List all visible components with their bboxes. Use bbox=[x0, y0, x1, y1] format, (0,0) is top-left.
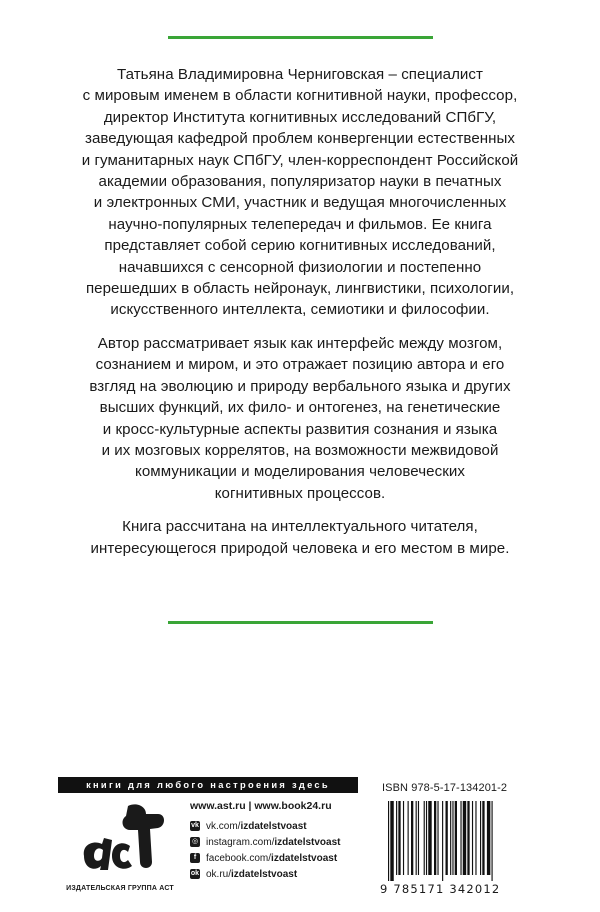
text-line: интересующегося природой человека и его местом в мире. bbox=[90, 539, 510, 557]
vk-icon: vk bbox=[191, 822, 199, 829]
text-line: академии образования, популяризатор науки в печатных bbox=[98, 173, 502, 191]
barcode-bar bbox=[424, 801, 425, 875]
text-line: взгляд на эволюцию и природу вербального языка и других bbox=[89, 377, 511, 395]
barcode-bar bbox=[428, 801, 431, 875]
text-line: и гуманитарных наук СПбГУ, член-корреспондент Российской bbox=[81, 151, 519, 169]
barcode-bar bbox=[460, 801, 461, 875]
social-prefix: instagram.com/ bbox=[206, 836, 275, 848]
text-line: коммуникации и моделирования человеческих bbox=[135, 463, 465, 481]
barcode-icon bbox=[380, 801, 530, 881]
social-handle: izdatelstvoast bbox=[271, 852, 338, 864]
social-handle: izdatelstvoast bbox=[231, 868, 298, 880]
text-line: искусственного интеллекта, семиотики и философии. bbox=[110, 301, 490, 319]
text-line: научно-популярных телепередач и фильмов. Ее книга bbox=[108, 215, 492, 233]
barcode-bar bbox=[434, 801, 436, 875]
barcode-bar bbox=[482, 801, 484, 875]
social-link-facebook[interactable] bbox=[190, 851, 380, 865]
barcode-bar bbox=[475, 801, 476, 875]
paragraph-book-description bbox=[52, 333, 548, 504]
top-divider bbox=[168, 36, 433, 39]
social-handle: izdatelstvoast bbox=[274, 836, 341, 848]
bottom-divider bbox=[168, 621, 433, 624]
barcode-bar bbox=[492, 801, 493, 881]
barcode-bar bbox=[411, 801, 413, 875]
social-prefix: ok.ru/ bbox=[206, 868, 232, 880]
barcode bbox=[380, 801, 530, 896]
barcode-bar bbox=[403, 801, 404, 875]
ast-logo-icon bbox=[60, 800, 180, 884]
barcode-bar bbox=[480, 801, 481, 875]
paragraph-audience bbox=[52, 516, 548, 559]
barcode-bar bbox=[463, 801, 466, 875]
barcode-bar bbox=[467, 801, 469, 875]
isbn: ISBN 978-5-17-134201-2 bbox=[382, 782, 508, 794]
barcode-bar bbox=[408, 801, 409, 875]
barcode-bar bbox=[452, 801, 453, 875]
annotation-text bbox=[52, 64, 548, 571]
social-prefix: vk.com/ bbox=[206, 820, 241, 832]
barcode-bar bbox=[455, 801, 457, 875]
barcode-bar bbox=[487, 801, 490, 875]
barcode-bar bbox=[390, 801, 393, 881]
odnoklassniki-icon: ok bbox=[190, 870, 200, 877]
barcode-bar bbox=[396, 801, 397, 875]
barcode-bar bbox=[426, 801, 427, 875]
slogan-banner: книги для любого настроения здесь bbox=[58, 777, 358, 793]
barcode-bar bbox=[450, 801, 451, 875]
instagram-icon: ◎ bbox=[191, 838, 199, 845]
social-link-instagram[interactable] bbox=[190, 835, 380, 849]
text-line: Автор рассматривает язык как интерфейс между мозгом, bbox=[97, 334, 503, 352]
barcode-digits: 9 785171 342012 bbox=[380, 882, 501, 896]
barcode-bar bbox=[418, 801, 419, 875]
social-prefix: facebook.com/ bbox=[206, 852, 272, 864]
text-line: и кросс-культурные аспекты развития сознания и языка bbox=[102, 420, 498, 438]
barcode-bar bbox=[388, 801, 389, 881]
social-link-odnoklassniki[interactable] bbox=[190, 867, 380, 881]
text-line: сознанием и миром, и это отражает позицию автора и его bbox=[95, 356, 505, 374]
text-line: заведующая кафедрой проблем конвергенции естественных bbox=[84, 130, 516, 148]
website-links[interactable]: www.ast.ru | www.book24.ru bbox=[190, 800, 332, 812]
text-line: представляет собой серию когнитивных исследований, bbox=[104, 237, 496, 255]
text-line: начавшихся с сенсорной физиологии и постепенно bbox=[118, 258, 482, 276]
text-line: Татьяна Владимировна Черниговская – специалист bbox=[117, 66, 483, 83]
text-line: когнитивных процессов. bbox=[214, 484, 386, 502]
text-line: директор Института когнитивных исследований СПбГУ, bbox=[103, 108, 497, 126]
text-line: Книга рассчитана на интеллектуального читателя, bbox=[122, 518, 478, 536]
barcode-bar bbox=[472, 801, 473, 875]
text-line: высших функций, их фило- и онтогенез, на генетические bbox=[99, 399, 501, 417]
publisher-logo bbox=[60, 800, 180, 900]
barcode-bar bbox=[437, 801, 438, 875]
publisher-name: ИЗДАТЕЛЬСКАЯ ГРУППА АСТ bbox=[66, 885, 174, 892]
barcode-bar bbox=[398, 801, 400, 875]
text-line: с мировым именем в области когнитивной науки, профессор, bbox=[82, 87, 518, 105]
text-line: и их мозговых коррелятов, на возможности межвидовой bbox=[101, 441, 499, 459]
barcode-bar bbox=[416, 801, 417, 875]
paragraph-author-bio bbox=[52, 64, 548, 321]
barcode-bar bbox=[442, 801, 443, 881]
social-handle: izdatelstvoast bbox=[240, 820, 307, 832]
text-line: и электронных СМИ, участник и ведущая многочисленных bbox=[93, 194, 507, 212]
text-line: перешедших в область нейронаук, лингвистики, психологии, bbox=[85, 280, 515, 298]
social-link-vk[interactable] bbox=[190, 819, 380, 833]
barcode-bar bbox=[446, 801, 448, 875]
facebook-icon: f bbox=[190, 853, 200, 863]
publisher-links bbox=[190, 800, 380, 883]
